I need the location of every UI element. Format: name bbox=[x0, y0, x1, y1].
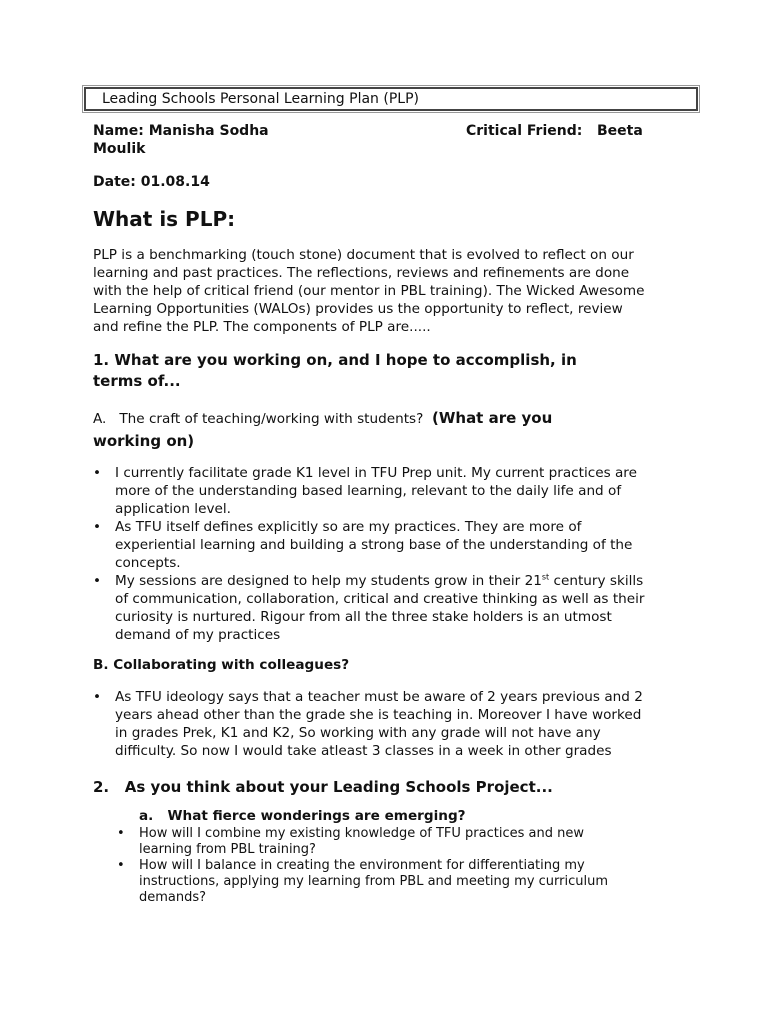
list-item bbox=[117, 858, 677, 906]
section-a-prefix: A. The craft of teaching/working with students? bbox=[93, 411, 432, 427]
list-item-line: more of the understanding based learning, relevant to the daily life and of bbox=[115, 483, 622, 499]
bullet-icon: • bbox=[93, 573, 102, 589]
bullet-icon: • bbox=[93, 689, 102, 705]
document-title: Leading Schools Personal Learning Plan (PLP) bbox=[84, 87, 698, 111]
list-item bbox=[93, 464, 693, 518]
list-item-line: in grades Prek, K1 and K2, So working with any grade will not have any bbox=[115, 725, 601, 741]
list-item-line: curiosity is nurtured. Rigour from all the three stake holders is an utmost bbox=[115, 609, 612, 625]
list-item-line: concepts. bbox=[115, 555, 181, 571]
bullet-icon: • bbox=[93, 465, 102, 481]
question-2a-subheading: a. What fierce wonderings are emerging? bbox=[139, 808, 466, 824]
bullet-list-a bbox=[93, 464, 693, 644]
list-item-line: of communication, collaboration, critical and creative thinking as well as their bbox=[115, 591, 645, 607]
question-1-heading bbox=[93, 350, 577, 392]
list-item-line: demands? bbox=[139, 890, 207, 905]
list-item-line: As TFU ideology says that a teacher must be aware of 2 years previous and 2 bbox=[115, 689, 643, 705]
list-item-line: demand of my practices bbox=[115, 627, 281, 643]
list-item bbox=[117, 826, 677, 858]
bullet-list-c bbox=[117, 826, 677, 906]
section-a-emphasis: (What are you bbox=[431, 409, 553, 427]
list-item-line: instructions, applying my learning from PBL and meeting my curriculum bbox=[139, 874, 609, 889]
critical-friend-label: Critical Friend: bbox=[466, 123, 583, 139]
list-item-line: learning from PBL training? bbox=[139, 842, 316, 857]
list-item bbox=[93, 518, 693, 572]
superscript: st bbox=[541, 572, 550, 582]
section-a-heading bbox=[93, 407, 552, 452]
section-b-heading: B. Collaborating with colleagues? bbox=[93, 657, 350, 673]
list-item-line: I currently facilitate grade K1 level in TFU Prep unit. My current practices are bbox=[115, 465, 637, 481]
intro-line: PLP is a benchmarking (touch stone) document that is evolved to reflect on our bbox=[93, 247, 634, 263]
bullet-icon: • bbox=[117, 826, 125, 841]
list-item-line: How will I balance in creating the environment for differentiating my bbox=[139, 858, 585, 873]
question-2-heading: 2. As you think about your Leading Schools Project... bbox=[93, 778, 553, 796]
list-item bbox=[93, 688, 693, 760]
list-item-line: years ahead other than the grade she is teaching in. Moreover I have worked bbox=[115, 707, 642, 723]
name-label: Name: Manisha Sodha bbox=[93, 123, 269, 139]
list-item-line: difficulty. So now I would take atleast 3 classes in a week in other grades bbox=[115, 743, 612, 759]
heading-what-is-plp: What is PLP: bbox=[93, 207, 236, 231]
intro-line: learning and past practices. The reflections, reviews and refinements are done bbox=[93, 265, 630, 281]
bullet-icon: • bbox=[93, 519, 102, 535]
list-item-line: As TFU itself defines explicitly so are my practices. They are more of bbox=[115, 519, 582, 535]
list-item-line: How will I combine my existing knowledge of TFU practices and new bbox=[139, 826, 584, 841]
question-1-line: 1. What are you working on, and I hope to accomplish, in bbox=[93, 351, 577, 369]
intro-line: and refine the PLP. The components of PLP are..... bbox=[93, 319, 431, 335]
date-line: Date: 01.08.14 bbox=[93, 174, 210, 190]
list-item bbox=[93, 572, 693, 644]
bullet-icon: • bbox=[117, 858, 125, 873]
list-item-line: application level. bbox=[115, 501, 231, 517]
name-continuation: Moulik bbox=[93, 141, 146, 157]
critical-friend-name: Beeta bbox=[597, 123, 643, 139]
intro-line: Learning Opportunities (WALOs) provides us the opportunity to reflect, review bbox=[93, 301, 623, 317]
bullet-list-b bbox=[93, 688, 693, 760]
intro-line: with the help of critical friend (our mentor in PBL training). The Wicked Awesome bbox=[93, 283, 645, 299]
question-1-line: terms of... bbox=[93, 372, 181, 390]
section-a-emphasis-continued: working on) bbox=[93, 432, 195, 450]
list-item-line: My sessions are designed to help my students grow in their 21st century skills bbox=[115, 572, 644, 589]
list-item-line: experiential learning and building a strong base of the understanding of the bbox=[115, 537, 633, 553]
intro-paragraph bbox=[93, 246, 644, 336]
